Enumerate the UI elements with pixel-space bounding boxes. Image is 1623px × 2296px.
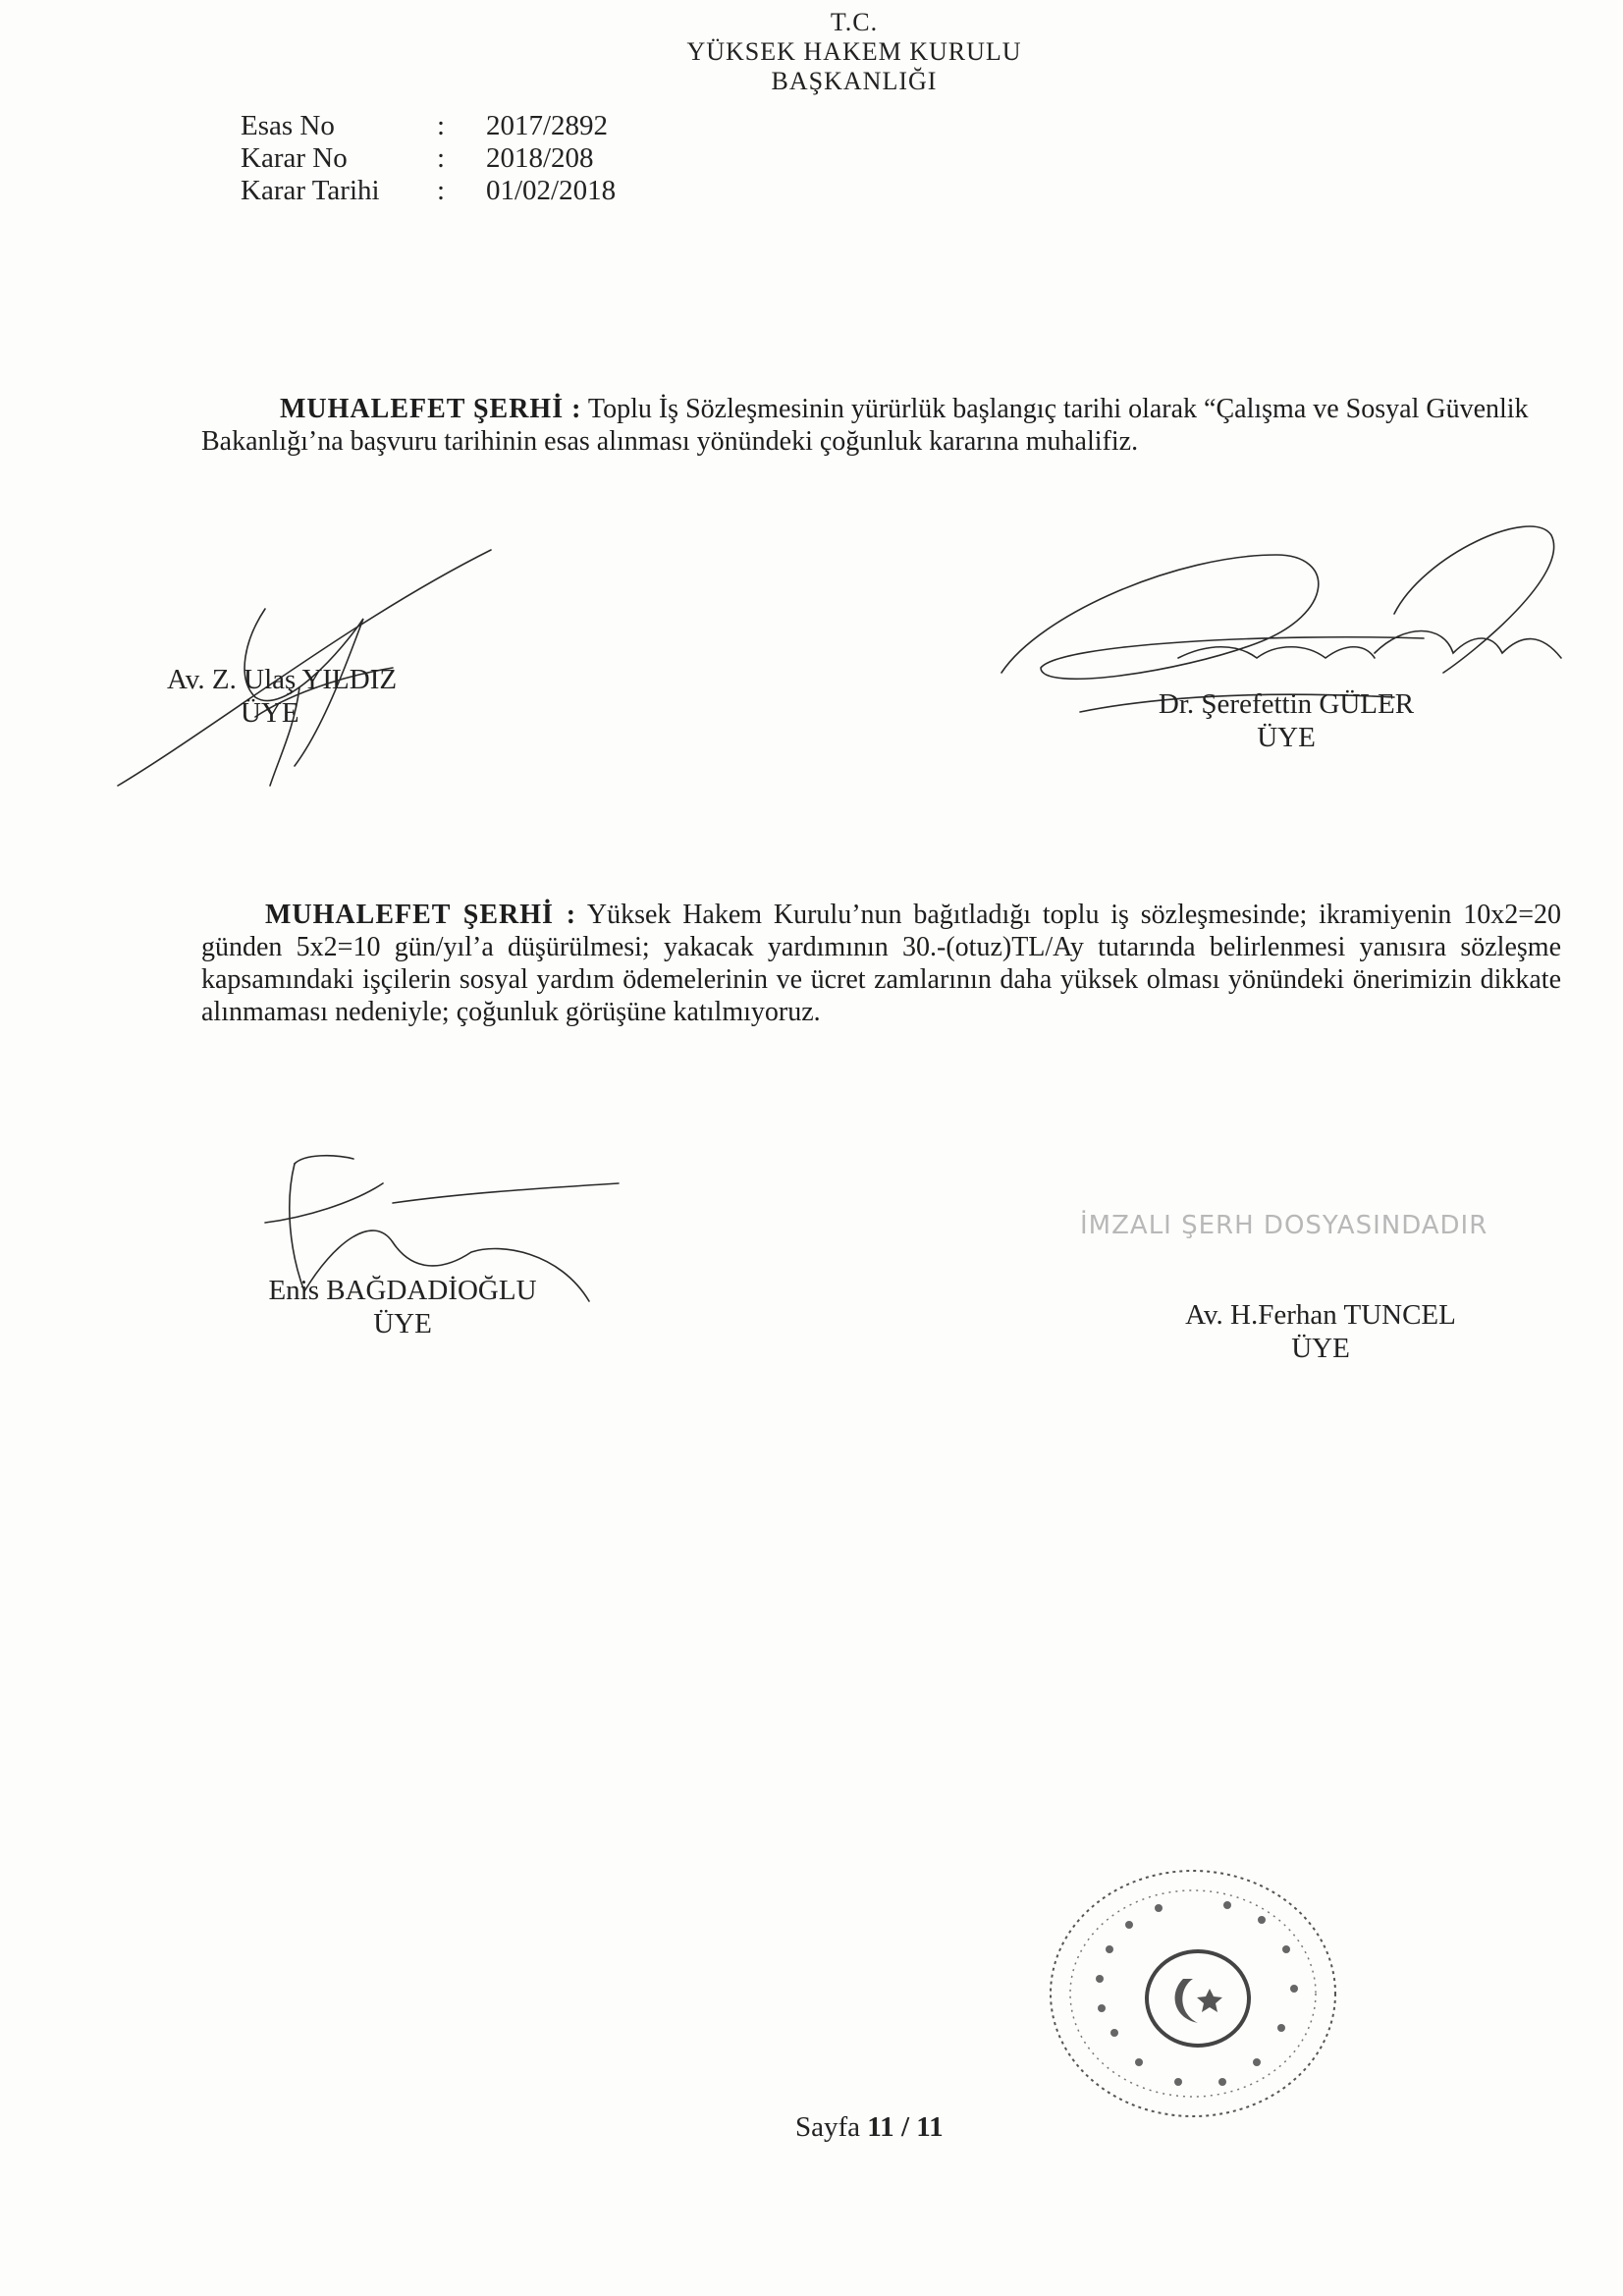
karar-tarihi-colon: : bbox=[437, 175, 446, 206]
signed-dissent-stamp: İMZALI ŞERH DOSYASINDADIR bbox=[1080, 1211, 1488, 1240]
signer-4-block bbox=[1144, 1298, 1497, 1365]
page-label: Sayfa bbox=[795, 2111, 861, 2143]
page-number bbox=[795, 2111, 944, 2144]
karar-tarihi-value: 01/02/2018 bbox=[486, 175, 617, 206]
karar-tarihi-label: Karar Tarihi bbox=[241, 175, 380, 206]
esas-colon: : bbox=[437, 110, 446, 141]
dissent-1-heading: MUHALEFET ŞERHİ : bbox=[280, 394, 582, 424]
header-tc: T.C. bbox=[830, 8, 879, 36]
karar-no-value: 2018/208 bbox=[486, 142, 594, 174]
dissent-2-text: Yüksek Hakem Kurulu’nun bağıtladığı toplu iş sözleşmesinde; ikramiyenin 10x2=20 günden 5x2=10 gün/yıl’a düşürülmesi; yakacak yardımının 30.-(otuz)TL/Ay tutarında belirlenmesi yanısıra sözleşme kapsamındaki işçilerin sosyal yardım ödemelerinin ve ücret zamlarının daha yüksek olması yönündeki önerimizin dikkate alınmaması nedeniyle; çoğunluk görüşüne katılmıyoruz. bbox=[201, 900, 1562, 1027]
signer-3-block bbox=[241, 1274, 565, 1340]
karar-tarihi-row bbox=[241, 175, 616, 207]
signer-3-role: ÜYE bbox=[373, 1308, 432, 1339]
signer-2-block bbox=[1105, 687, 1468, 754]
esas-value: 2017/2892 bbox=[486, 110, 609, 141]
signer-1-block bbox=[167, 663, 461, 730]
signer-1-name: Av. Z. Ulaş YILDIZ bbox=[167, 664, 398, 695]
esas-label: Esas No bbox=[241, 110, 335, 141]
karar-no-row bbox=[241, 142, 616, 175]
case-meta bbox=[241, 110, 616, 207]
signer-2-role: ÜYE bbox=[1257, 722, 1316, 753]
page-separator: / bbox=[900, 2111, 909, 2143]
official-seal-icon bbox=[1041, 1861, 1345, 2126]
document-header bbox=[628, 8, 1080, 96]
karar-no-label: Karar No bbox=[241, 142, 348, 174]
page-total: 11 bbox=[916, 2111, 944, 2143]
signer-4-name: Av. H.Ferhan TUNCEL bbox=[1185, 1299, 1456, 1331]
dissent-2 bbox=[201, 899, 1561, 1028]
signer-1-role: ÜYE bbox=[241, 697, 299, 729]
signer-2-name: Dr. Şerefettin GÜLER bbox=[1158, 688, 1415, 720]
header-institution: YÜKSEK HAKEM KURULU bbox=[686, 37, 1022, 66]
header-presidency: BAŞKANLIĞI bbox=[771, 67, 938, 95]
karar-no-colon: : bbox=[437, 142, 446, 174]
dissent-1 bbox=[201, 393, 1571, 458]
dissent-2-heading: MUHALEFET ŞERHİ : bbox=[265, 900, 577, 930]
page-current: 11 bbox=[867, 2111, 894, 2143]
dissent-1-text: Toplu İş Sözleşmesinin yürürlük başlangıç tarihi olarak “Çalışma ve Sosyal Güvenlik Bakanlığı’na başvuru tarihinin esas alınması yönündeki çoğunluk kararına muhalifiz. bbox=[201, 394, 1529, 457]
signer-3-name: Enis BAĞDADİOĞLU bbox=[268, 1275, 537, 1306]
esas-row bbox=[241, 110, 616, 142]
signer-4-role: ÜYE bbox=[1291, 1333, 1350, 1364]
